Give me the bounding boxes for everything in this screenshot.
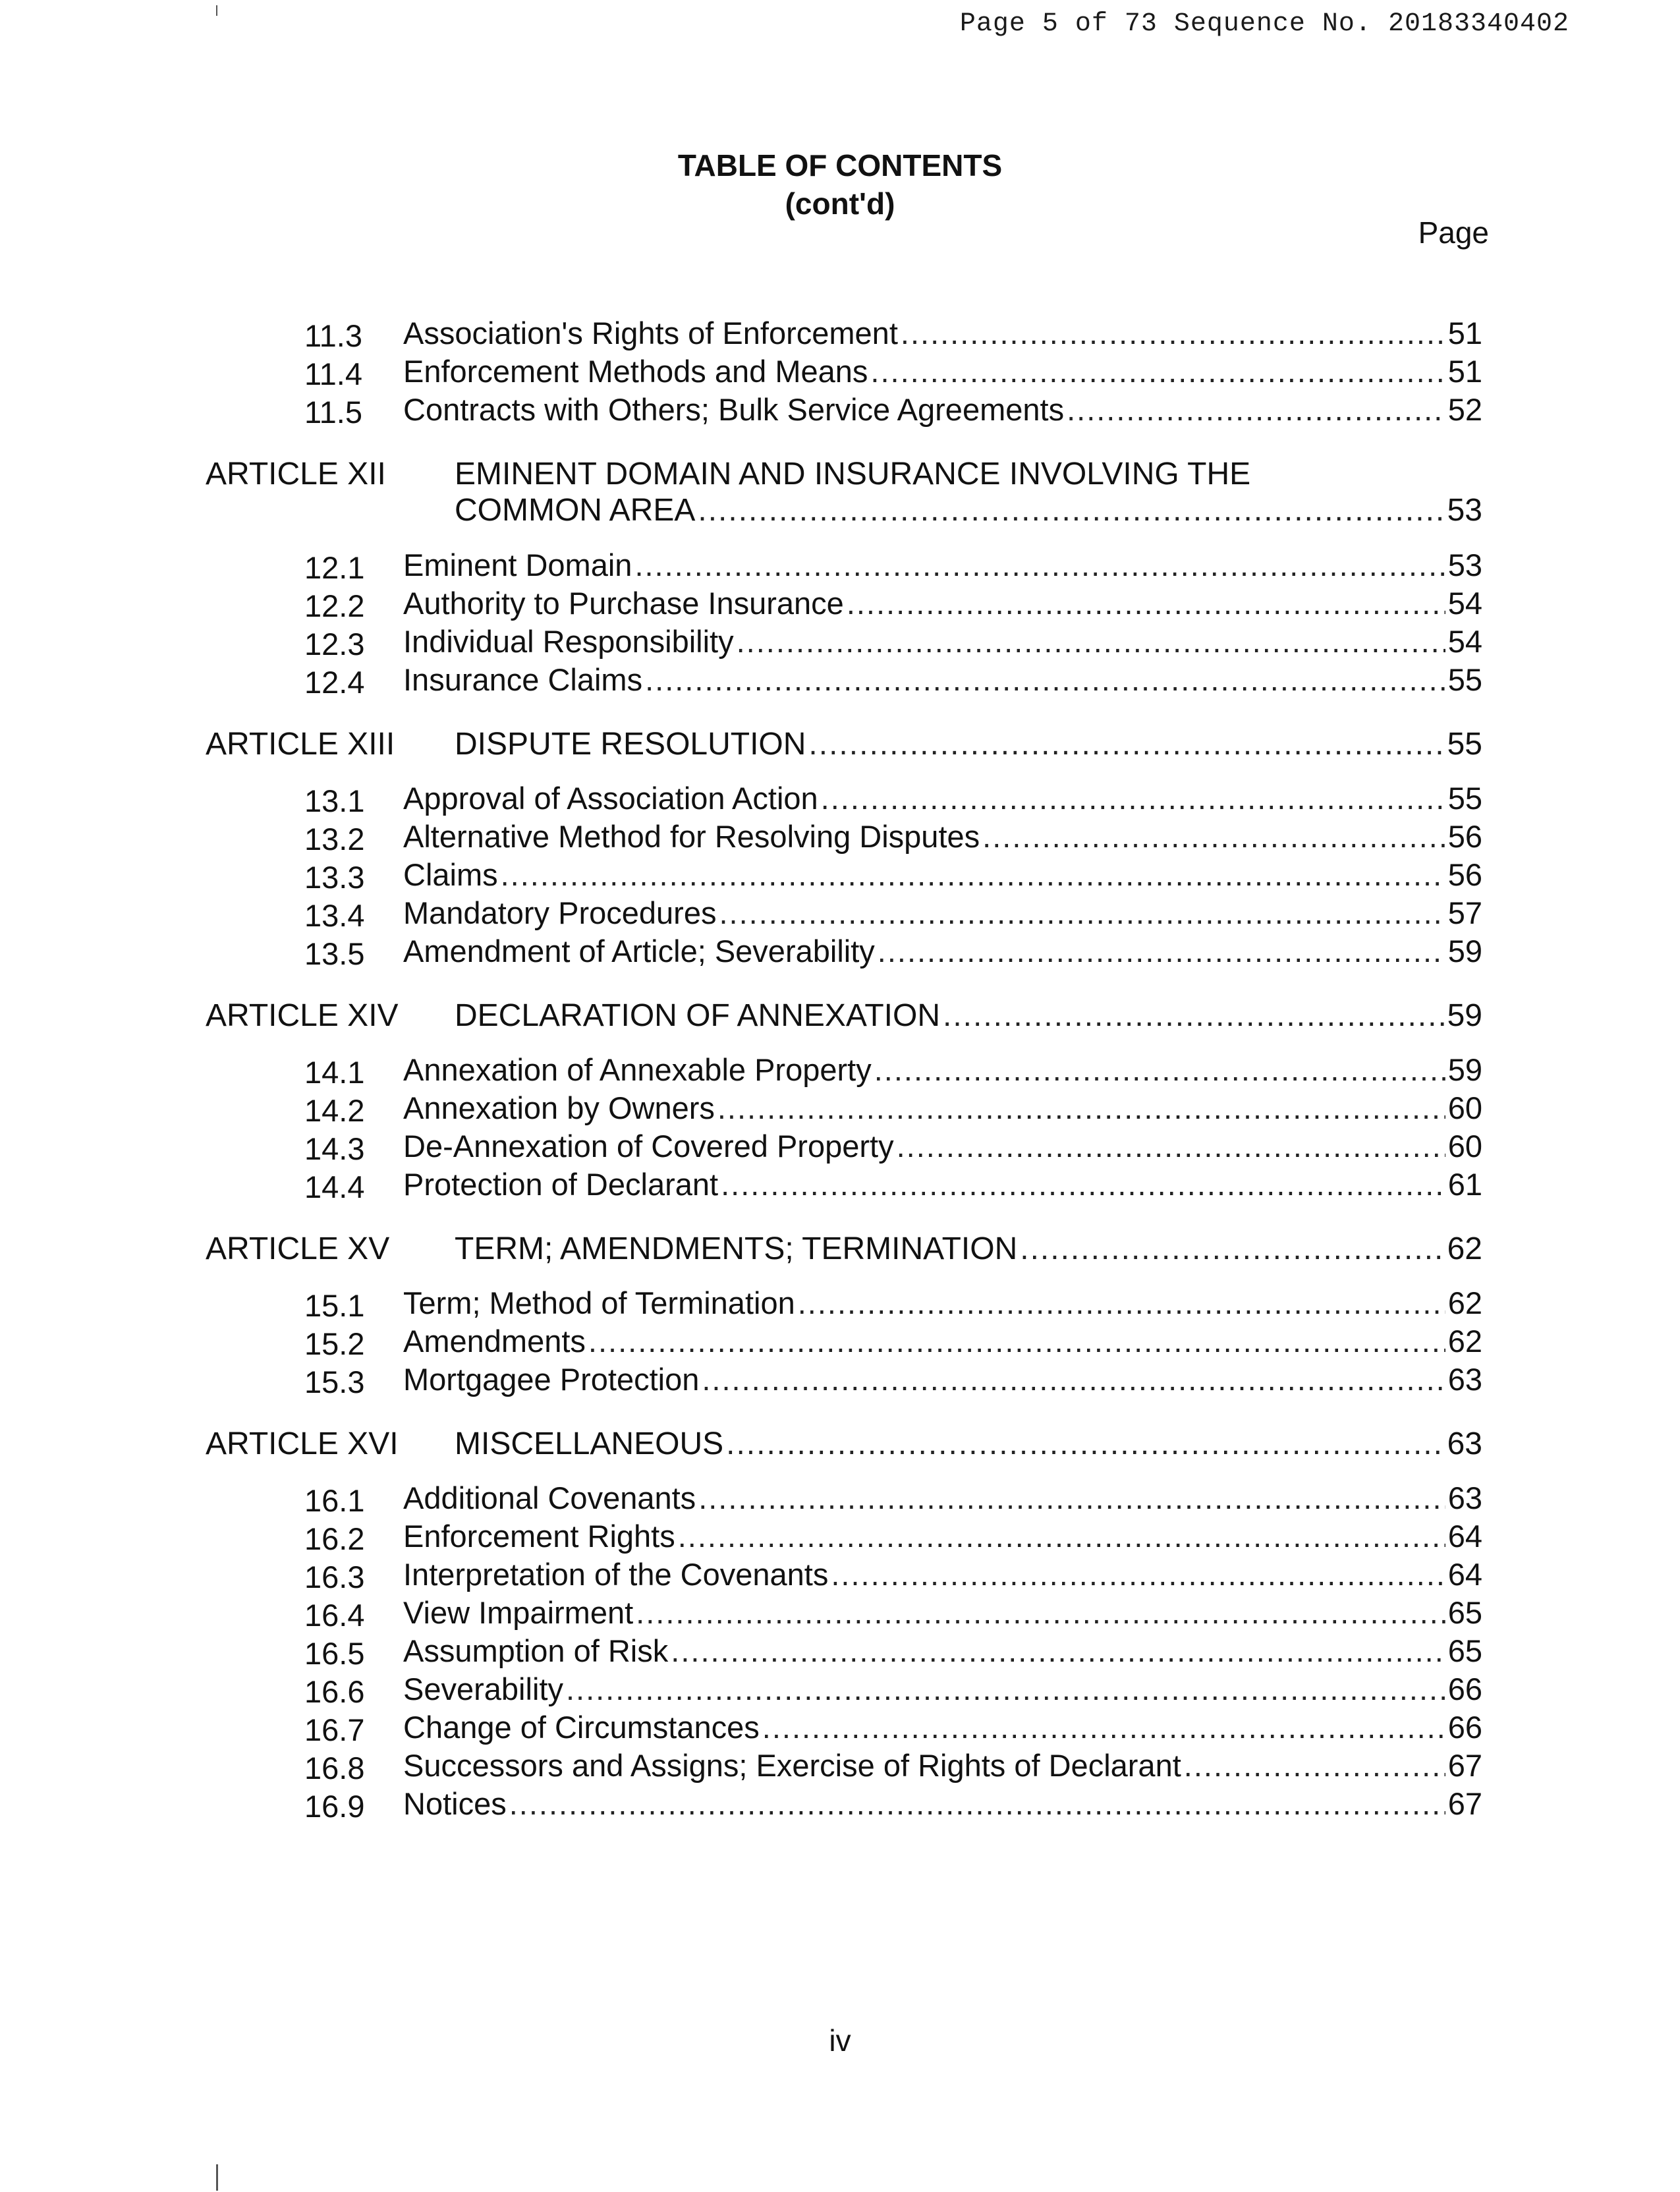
toc-entry[interactable] — [0, 547, 1680, 585]
entry-number: 15.3 — [304, 1364, 365, 1399]
article-heading[interactable] — [0, 1231, 1680, 1270]
entry-number: 11.3 — [304, 318, 362, 353]
entry-title: Enforcement Methods and Means — [403, 354, 868, 389]
dot-leader — [821, 780, 1445, 816]
dot-leader — [634, 547, 1445, 583]
entry-page: 61 — [1447, 1167, 1482, 1202]
article-label: ARTICLE XVI — [206, 1426, 399, 1461]
entry-number: 12.3 — [304, 627, 365, 661]
entry-title: De-Annexation of Covered Property — [403, 1129, 894, 1164]
entry-page: 67 — [1447, 1786, 1482, 1821]
toc-entry[interactable] — [0, 857, 1680, 895]
toc-section-article-xiii — [0, 726, 1680, 971]
entry-title: Annexation by Owners — [403, 1090, 715, 1125]
article-label: ARTICLE XII — [206, 457, 386, 492]
entry-number: 16.7 — [304, 1712, 365, 1747]
entry-page: 60 — [1447, 1129, 1482, 1164]
entry-title: Eminent Domain — [403, 548, 632, 582]
entry-number: 13.1 — [304, 783, 365, 818]
dot-leader — [717, 1090, 1445, 1126]
entry-page: 56 — [1447, 819, 1482, 854]
dot-leader — [878, 933, 1445, 969]
entry-title: Contracts with Others; Bulk Service Agreements — [403, 392, 1065, 427]
entry-number: 14.1 — [304, 1055, 365, 1090]
dot-leader — [982, 818, 1445, 855]
dot-leader — [698, 492, 1444, 528]
page-column-label: Page — [1418, 215, 1489, 250]
entry-title: Association's Rights of Enforcement — [403, 316, 898, 351]
toc-entry[interactable] — [0, 1709, 1680, 1747]
article-page: 53 — [1447, 493, 1482, 528]
entry-page: 67 — [1447, 1748, 1482, 1783]
dot-leader — [702, 1361, 1445, 1397]
entry-number: 13.4 — [304, 898, 365, 933]
dot-leader — [698, 1480, 1445, 1516]
toc-entry[interactable] — [0, 1128, 1680, 1166]
entry-title: Protection of Declarant — [403, 1167, 719, 1202]
entry-number: 12.2 — [304, 588, 365, 623]
entry-title: Additional Covenants — [403, 1480, 696, 1515]
entry-page: 53 — [1447, 548, 1482, 582]
entry-page: 55 — [1447, 781, 1482, 816]
entry-number: 15.2 — [304, 1326, 365, 1361]
entry-number: 16.3 — [304, 1560, 365, 1594]
toc-entry[interactable] — [0, 780, 1680, 818]
article-title: DISPUTE RESOLUTION — [455, 727, 806, 762]
dot-leader — [901, 315, 1445, 351]
entry-page: 62 — [1447, 1285, 1482, 1320]
entry-title: Annexation of Annexable Property — [403, 1052, 872, 1087]
dot-leader — [566, 1671, 1445, 1707]
title-line-2: (cont'd) — [785, 186, 895, 221]
article-page: 59 — [1447, 998, 1482, 1033]
article-title-line-1: EMINENT DOMAIN AND INSURANCE INVOLVING THE — [455, 457, 1251, 492]
dot-leader — [831, 1556, 1445, 1592]
toc-entry[interactable] — [0, 1480, 1680, 1518]
dot-leader — [636, 1594, 1445, 1631]
entry-title: Amendments — [403, 1324, 586, 1359]
toc-entry[interactable] — [0, 818, 1680, 857]
toc-entry[interactable] — [0, 1556, 1680, 1594]
entry-page: 64 — [1447, 1557, 1482, 1592]
entry-page: 57 — [1447, 895, 1482, 930]
toc-entry[interactable] — [0, 1090, 1680, 1128]
entry-page: 59 — [1447, 934, 1482, 969]
entry-title: Notices — [403, 1786, 507, 1821]
entry-page: 60 — [1447, 1090, 1482, 1125]
dot-leader — [808, 726, 1444, 762]
table-of-contents — [0, 315, 1680, 1824]
entry-number: 12.4 — [304, 665, 365, 700]
entry-number: 16.4 — [304, 1598, 365, 1633]
dot-leader — [1067, 391, 1445, 428]
entry-number: 16.5 — [304, 1636, 365, 1671]
toc-section-xi-continued — [0, 315, 1680, 430]
entry-number: 16.6 — [304, 1674, 365, 1709]
article-label: ARTICLE XV — [206, 1231, 390, 1266]
dot-leader — [737, 623, 1445, 660]
entry-number: 16.9 — [304, 1789, 365, 1824]
entry-title: Successors and Assigns; Exercise of Rights of Declarant — [403, 1748, 1181, 1783]
entry-number: 15.1 — [304, 1288, 365, 1323]
entry-page: 54 — [1447, 624, 1482, 659]
entry-page: 56 — [1447, 857, 1482, 892]
entry-title: Severability — [403, 1672, 563, 1706]
article-page: 62 — [1447, 1231, 1482, 1266]
entry-number: 16.2 — [304, 1521, 365, 1556]
entry-title: View Impairment — [403, 1595, 634, 1630]
entry-title: Individual Responsibility — [403, 624, 734, 659]
dot-leader — [870, 353, 1445, 389]
dot-leader — [897, 1128, 1445, 1164]
entry-page: 66 — [1447, 1710, 1482, 1745]
entry-number: 14.2 — [304, 1093, 365, 1128]
toc-entry[interactable] — [0, 1518, 1680, 1556]
entry-title: Enforcement Rights — [403, 1519, 675, 1554]
entry-title: Mandatory Procedures — [403, 895, 717, 930]
entry-title: Term; Method of Termination — [403, 1285, 795, 1320]
entry-page: 59 — [1447, 1052, 1482, 1087]
entry-number: 14.3 — [304, 1131, 365, 1166]
toc-section-article-xii — [0, 456, 1680, 700]
toc-entry[interactable] — [0, 1594, 1680, 1633]
toc-entry[interactable] — [0, 661, 1680, 700]
entry-number: 13.5 — [304, 936, 365, 971]
entry-page: 66 — [1447, 1672, 1482, 1706]
entry-page: 64 — [1447, 1519, 1482, 1554]
scan-header-stamp: Page 5 of 73 Sequence No. 20183340402 — [959, 9, 1569, 39]
entry-title: Assumption of Risk — [403, 1633, 669, 1668]
toc-entry[interactable] — [0, 1166, 1680, 1204]
article-page: 55 — [1447, 727, 1482, 762]
dot-leader — [721, 1166, 1445, 1202]
toc-entry[interactable] — [0, 353, 1680, 391]
toc-entry[interactable] — [0, 1633, 1680, 1671]
toc-entry[interactable] — [0, 1285, 1680, 1323]
dot-leader — [1020, 1231, 1444, 1267]
entry-number: 16.8 — [304, 1751, 365, 1785]
dot-leader — [874, 1052, 1445, 1088]
toc-entry[interactable] — [0, 933, 1680, 971]
article-heading[interactable] — [0, 998, 1680, 1037]
toc-section-article-xiv — [0, 998, 1680, 1204]
dot-leader — [762, 1709, 1445, 1745]
entry-title: Approval of Association Action — [403, 781, 818, 816]
entry-title: Insurance Claims — [403, 662, 643, 697]
toc-entry[interactable] — [0, 1052, 1680, 1090]
entry-title: Amendment of Article; Severability — [403, 934, 875, 969]
article-title: TERM; AMENDMENTS; TERMINATION — [455, 1231, 1018, 1266]
entry-number: 14.4 — [304, 1169, 365, 1204]
toc-entry[interactable] — [0, 1747, 1680, 1785]
entry-page: 54 — [1447, 586, 1482, 621]
entry-title: Mortgagee Protection — [403, 1362, 700, 1397]
toc-entry[interactable] — [0, 315, 1680, 353]
entry-title: Claims — [403, 857, 498, 892]
entry-page: 63 — [1447, 1362, 1482, 1397]
toc-entry[interactable] — [0, 1785, 1680, 1824]
entry-number: 11.5 — [304, 395, 362, 430]
article-label: ARTICLE XIII — [206, 727, 395, 762]
dot-leader — [719, 895, 1445, 931]
entry-page: 52 — [1447, 392, 1482, 427]
entry-number: 12.1 — [304, 550, 365, 585]
entry-title: Authority to Purchase Insurance — [403, 586, 844, 621]
dot-leader — [678, 1518, 1445, 1554]
entry-number: 16.1 — [304, 1483, 365, 1518]
entry-title: Interpretation of the Covenants — [403, 1557, 829, 1592]
article-title: COMMON AREA — [455, 493, 696, 528]
toc-entry[interactable] — [0, 585, 1680, 623]
toc-entry[interactable] — [0, 623, 1680, 661]
toc-entry[interactable] — [0, 1671, 1680, 1709]
entry-page: 65 — [1447, 1633, 1482, 1668]
page-title — [0, 146, 1680, 223]
entry-page: 51 — [1447, 354, 1482, 389]
dot-leader — [501, 857, 1445, 893]
scan-mark-top — [216, 5, 217, 16]
entry-title: Change of Circumstances — [403, 1710, 760, 1745]
dot-leader — [798, 1285, 1445, 1321]
article-label: ARTICLE XIV — [206, 998, 399, 1033]
toc-entry[interactable] — [0, 895, 1680, 933]
entry-number: 13.2 — [304, 822, 365, 857]
entry-page: 51 — [1447, 316, 1482, 351]
entry-page: 63 — [1447, 1480, 1482, 1515]
scan-mark-bottom — [216, 2164, 218, 2191]
entry-page: 65 — [1447, 1595, 1482, 1630]
dot-leader — [671, 1633, 1445, 1669]
toc-section-article-xvi — [0, 1426, 1680, 1824]
dot-leader — [847, 585, 1445, 621]
entry-number: 13.3 — [304, 860, 365, 895]
dot-leader — [726, 1426, 1444, 1462]
toc-entry[interactable] — [0, 1361, 1680, 1399]
title-line-1: TABLE OF CONTENTS — [677, 148, 1003, 183]
toc-section-article-xv — [0, 1231, 1680, 1399]
dot-leader — [1184, 1747, 1445, 1784]
article-title: MISCELLANEOUS — [455, 1426, 724, 1461]
article-heading[interactable] — [0, 1426, 1680, 1465]
article-heading[interactable] — [0, 726, 1680, 766]
article-title: DECLARATION OF ANNEXATION — [455, 998, 940, 1033]
dot-leader — [509, 1785, 1445, 1822]
dot-leader — [943, 998, 1445, 1034]
entry-title: Alternative Method for Resolving Disputes — [403, 819, 980, 854]
dot-leader — [645, 661, 1445, 698]
article-heading[interactable] — [0, 456, 1680, 532]
entry-page: 62 — [1447, 1324, 1482, 1359]
article-page: 63 — [1447, 1426, 1482, 1461]
dot-leader — [588, 1323, 1445, 1359]
entry-number: 11.4 — [304, 356, 362, 391]
entry-page: 55 — [1447, 662, 1482, 697]
toc-entry[interactable] — [0, 391, 1680, 430]
toc-entry[interactable] — [0, 1323, 1680, 1361]
page-footer-number: iv — [829, 2023, 851, 2058]
